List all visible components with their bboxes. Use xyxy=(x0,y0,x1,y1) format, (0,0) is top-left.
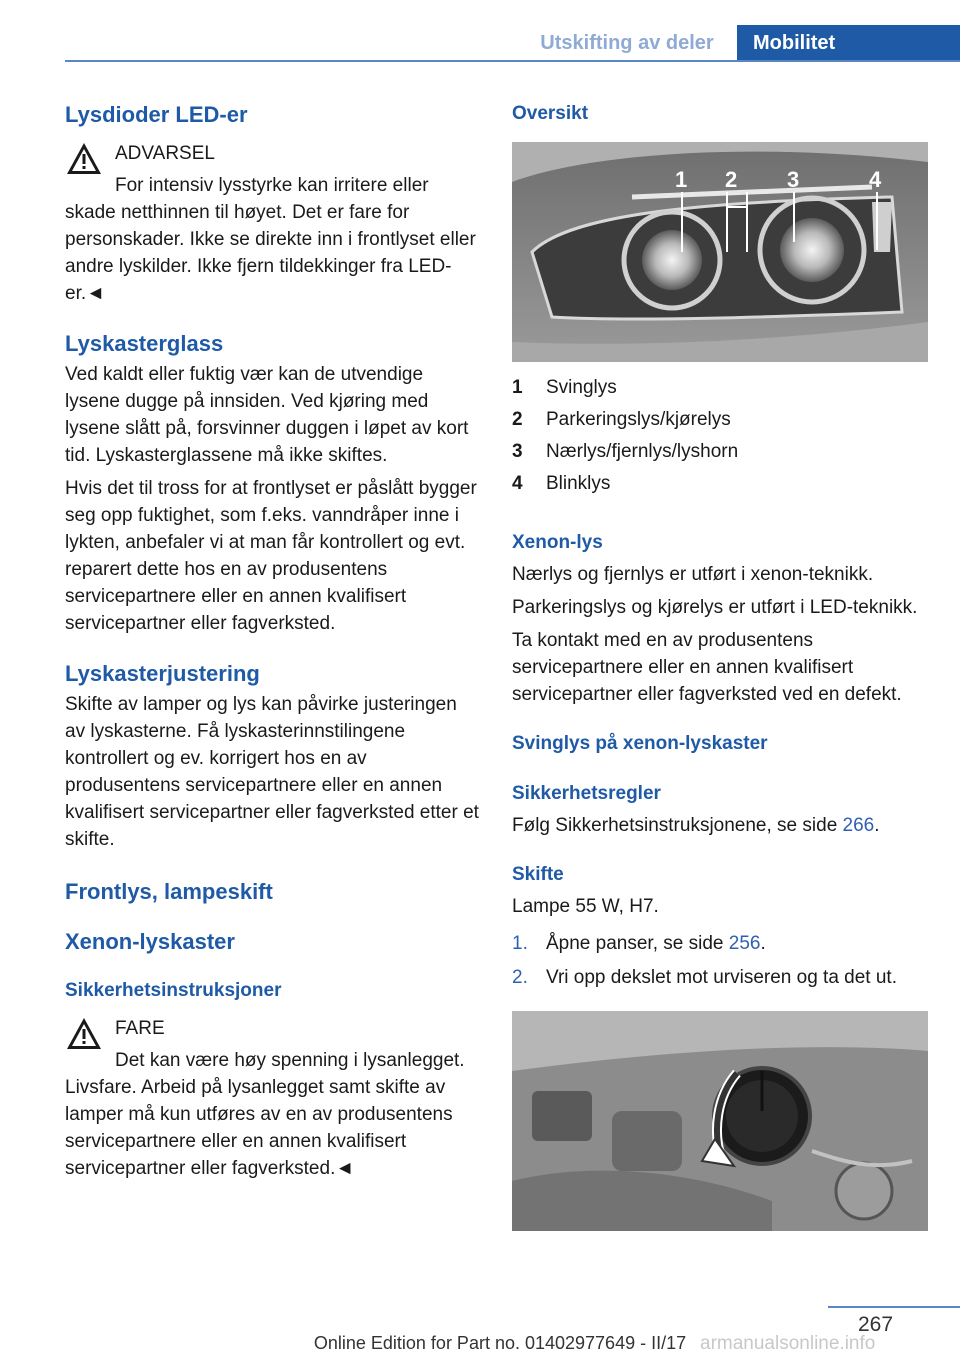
led-heading: Lysdioder LED-er xyxy=(65,102,248,127)
legend-label: Svinglys xyxy=(546,377,617,398)
header-chapter-tab: Mobilitet xyxy=(737,25,960,62)
step-number: 1. xyxy=(512,933,528,954)
warning-text: For intensiv lysstyrke kan irritere eller skade netthinnen til høyet. Det er fare for personskader. Ikke se direkte inn i frontlyset eller andre lyskilder. Ikke fjern tildekkinger fra LED-er.◄ xyxy=(65,175,476,304)
step-text xyxy=(546,930,930,957)
lamp-spec: Lampe 55 W, H7. xyxy=(512,896,659,917)
callout-4: 4 xyxy=(869,167,882,192)
glass-heading: Lyskasterglass xyxy=(65,331,224,356)
danger-icon xyxy=(65,1015,103,1053)
xenon-paragraph-2: Parkeringslys og kjørelys er utført i LED-teknikk. xyxy=(512,597,918,618)
header-section-title: Utskifting av deler xyxy=(540,32,714,54)
xenon-heading: Xenon-lyskaster xyxy=(65,929,235,954)
right-column xyxy=(512,100,930,1231)
replace-heading: Skifte xyxy=(512,864,564,885)
adjust-heading: Lyskasterjustering xyxy=(65,661,260,686)
headlight-illustration xyxy=(512,142,928,362)
safety-rules-period: . xyxy=(874,815,880,836)
step-number: 2. xyxy=(512,967,528,988)
headlight-photo xyxy=(512,142,928,362)
engine-bay-photo xyxy=(512,1011,928,1231)
cornering-light-heading: Svinglys på xenon-lyskaster xyxy=(512,733,768,754)
legend-label: Blinklys xyxy=(546,473,611,494)
callout-3: 3 xyxy=(787,167,800,192)
danger-warning xyxy=(65,1015,480,1182)
page-link-266[interactable]: 266 xyxy=(842,815,875,836)
legend-number: 4 xyxy=(512,473,523,494)
engine-bay-illustration xyxy=(512,1011,928,1231)
page-number: 267 xyxy=(858,1313,894,1336)
legend-number: 1 xyxy=(512,377,523,398)
safety-rules-text xyxy=(512,812,930,839)
legend-label: Parkeringslys/kjørelys xyxy=(546,409,731,430)
left-column xyxy=(65,100,480,1182)
footer-rule xyxy=(828,1306,960,1308)
callout-1: 1 xyxy=(675,167,688,192)
safety-rules-heading: Sikkerhetsregler xyxy=(512,783,661,804)
callout-2: 2 xyxy=(725,167,738,192)
legend-number: 2 xyxy=(512,409,523,430)
glass-paragraph-1: Ved kaldt eller fuktig vær kan de utvendige lysene dugge på innsiden. Ved kjøring med lysene slått på, forsvinner duggen i løpet av kort tid. Lyskasterglassene må ikke skiftes. xyxy=(65,364,469,466)
legend-label: Nærlys/fjernlys/lyshorn xyxy=(546,441,739,462)
xenon-light-heading: Xenon-lys xyxy=(512,532,603,553)
overview-heading: Oversikt xyxy=(512,103,589,124)
legend-list xyxy=(512,374,930,497)
steps-list xyxy=(512,930,930,991)
glass-paragraph-2: Hvis det til tross for at frontlyset er påslått bygger seg opp fuktighet, som f.eks. vanndråper inne i lykten, anbefaler vi at man får kontrollert og evt. reparert dette hos en av produsentens servicepartnere eller en annen kvalifisert servicepartner eller fagverksted. xyxy=(65,478,477,634)
warning-label: ADVARSEL xyxy=(115,143,215,164)
safety-heading: Sikkerhetsinstruksjoner xyxy=(65,980,282,1001)
safety-rules-sentence: Følg Sikkerhetsinstruksjonene, se side xyxy=(512,815,843,836)
step-period: . xyxy=(760,933,766,954)
step-text: Vri opp dekslet mot urviseren og ta det ut. xyxy=(546,967,897,988)
page-link-256[interactable]: 256 xyxy=(728,933,761,954)
edition-text: Online Edition for Part no. 01402977649 - II/17 xyxy=(313,1333,687,1353)
led-warning xyxy=(65,140,480,307)
xenon-paragraph-3: Ta kontakt med en av produsentens servicepartnere eller en annen kvalifisert servicepartner eller fagverksted ved en defekt. xyxy=(512,630,902,705)
warning-icon xyxy=(65,140,103,178)
watermark: armanualsonline.info xyxy=(700,1333,876,1354)
step-sentence: Åpne panser, se side xyxy=(546,933,729,954)
xenon-paragraph-1: Nærlys og fjernlys er utført i xenon-teknikk. xyxy=(512,564,874,585)
legend-number: 3 xyxy=(512,441,523,462)
adjust-paragraph: Skifte av lamper og lys kan påvirke justeringen av lyskasterne. Få lyskasterinnstilingene kontrollert og ev. korrigert hos en av produsentens servicepartnere eller en annen kvalifisert servicepartner eller fagverksted etter et skifte. xyxy=(65,694,479,850)
header-rule xyxy=(65,60,960,62)
danger-text: Det kan være høy spenning i lysanlegget. Livsfare. Arbeid på lysanlegget samt skifte av lamper må kun utføres av en av produsentens servicepartnere eller en annen kvalifisert servicepartner eller fagverksted.◄ xyxy=(65,1050,465,1179)
danger-label: FARE xyxy=(115,1018,165,1039)
frontlight-heading: Frontlys, lampeskift xyxy=(65,879,273,904)
